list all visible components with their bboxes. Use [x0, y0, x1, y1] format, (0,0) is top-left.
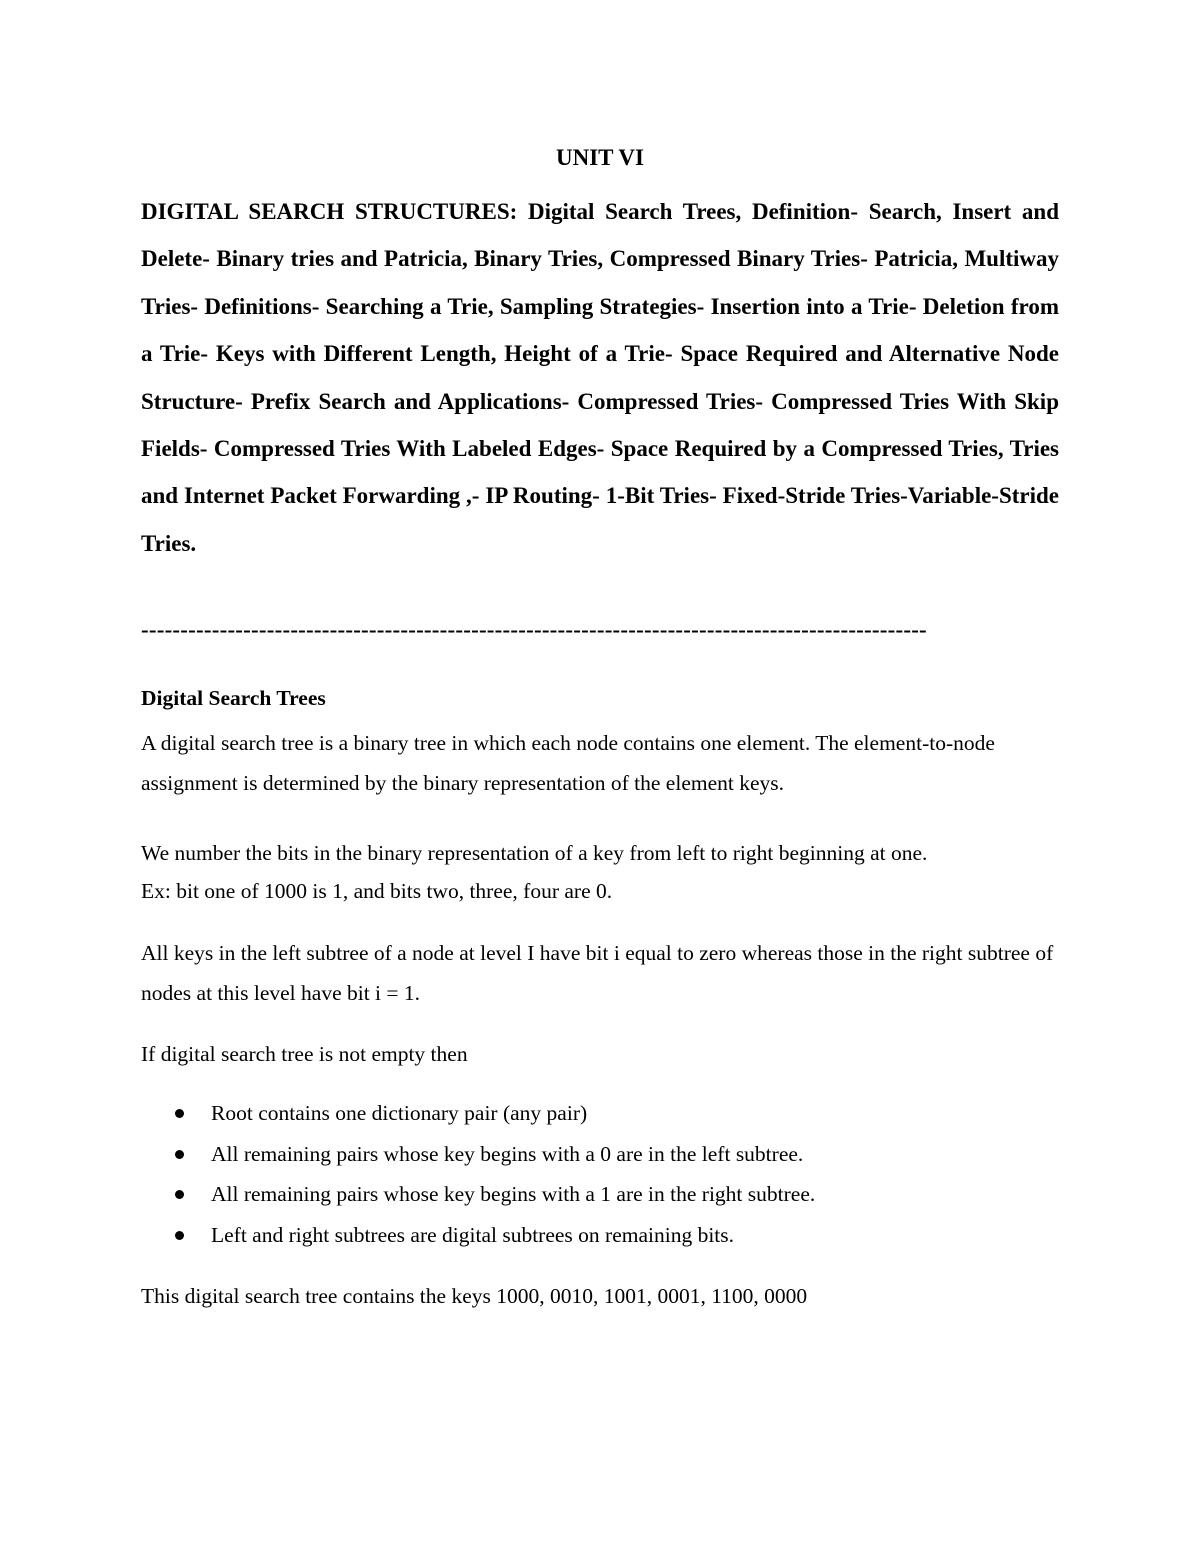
list-item: All remaining pairs whose key begins with a 0 are in the left subtree.	[171, 1134, 815, 1175]
bullet-icon	[175, 1231, 184, 1240]
bullet-icon	[175, 1190, 184, 1199]
bullet-icon	[175, 1150, 184, 1159]
bullet-icon	[175, 1109, 184, 1118]
section-heading: Digital Search Trees	[141, 686, 326, 710]
syllabus-text: Digital Search Trees, Definition- Search, Insert and Delete- Binary tries and Patricia, Binary Tries, Compressed Binary Tries- Patricia, Multiway Tries- Definitions- Searching a Trie, Sampling Strategies- Insertion into a Trie- Deletion from a Trie- Keys with Different Length, Height of a Trie- Space Required and Alternative Node Structure- Prefix Search and Applications- Compressed Tries- Compressed Tries With Skip Fields- Compressed Tries With Labeled Edges- Space Required by a Compressed Tries, Tries and Internet Packet Forwarding ,- IP Routing- 1-Bit Tries- Fixed-Stride Tries-Variable-Stride Tries.	[141, 199, 1060, 556]
paragraph-bit-numbering	[141, 834, 1059, 910]
properties-list	[171, 1093, 815, 1255]
paragraph-keys: This digital search tree contains the keys 1000, 0010, 1001, 0001, 1100, 0000	[141, 1284, 808, 1308]
paragraph-subtree-rule: All keys in the left subtree of a node at level I have bit i equal to zero whereas those in the right subtree of nodes at this level have bit i = 1.	[141, 941, 1054, 1005]
syllabus-lead: DIGITAL SEARCH STRUCTURES:	[141, 199, 518, 224]
paragraph-not-empty: If digital search tree is not empty then	[141, 1042, 468, 1066]
bit-numbering-line: We number the bits in the binary representation of a key from left to right beginning at one.	[141, 841, 928, 865]
paragraph-definition: A digital search tree is a binary tree in which each node contains one element. The element-to-node assignment is determined by the binary representation of the element keys.	[141, 731, 995, 795]
bit-example-line: Ex: bit one of 1000 is 1, and bits two, three, four are 0.	[141, 879, 613, 903]
section-divider: ----------------------------------------------------------------------------------------------------	[141, 617, 927, 642]
list-item: Left and right subtrees are digital subtrees on remaining bits.	[171, 1215, 815, 1256]
list-item: Root contains one dictionary pair (any pair)	[171, 1093, 815, 1134]
unit-title: UNIT VI	[556, 145, 644, 170]
list-item: All remaining pairs whose key begins with a 1 are in the right subtree.	[171, 1174, 815, 1215]
syllabus-paragraph	[141, 188, 1059, 567]
